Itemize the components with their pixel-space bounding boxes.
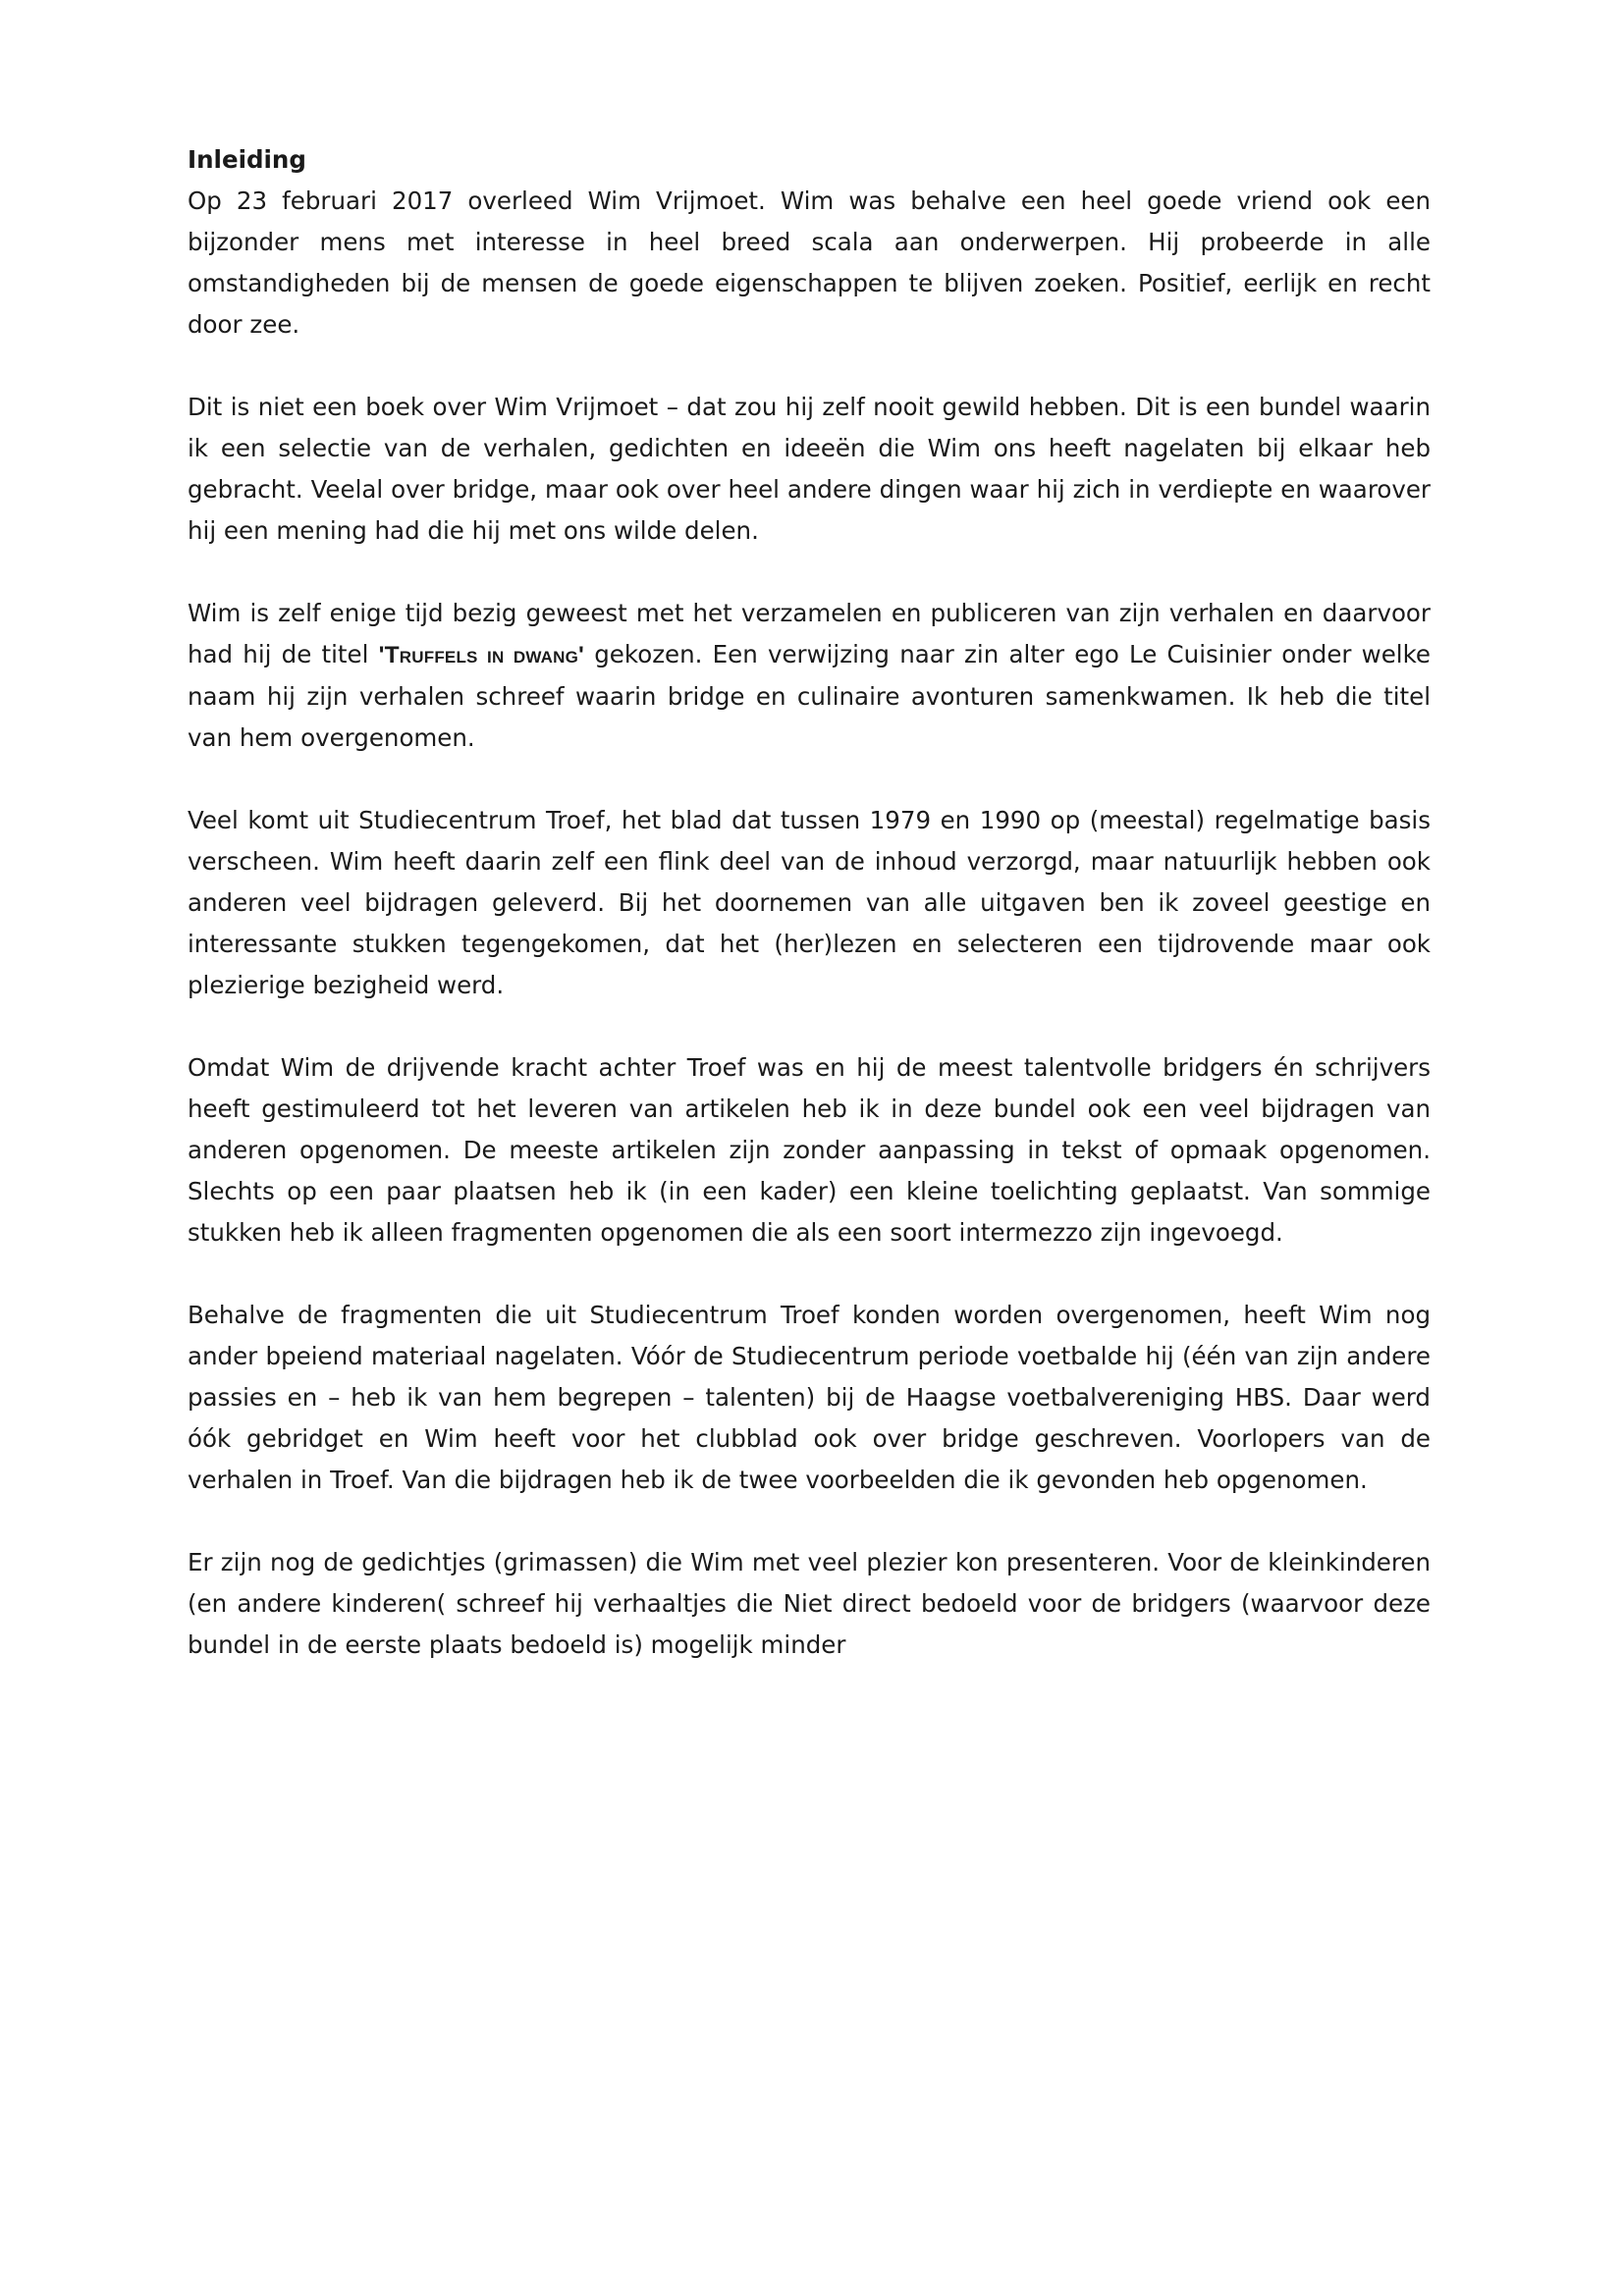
paragraph-3-text-before: Wim is zelf enige tijd bezig geweest met het verzamelen en publiceren van zijn verhalen en daarvoor had hij de titel	[188, 599, 1431, 668]
paragraph-3	[188, 593, 1431, 759]
book-title-truffels-in-dwang: 'Truffels in dwang'	[378, 642, 585, 668]
paragraph-3-text-after: gekozen. Een verwijzing naar zin alter ego Le Cuisinier onder welke naam hij zijn verhalen schreef waarin bridge en culinaire avonturen samenkwamen. Ik heb die titel van hem overgenomen.	[188, 640, 1431, 752]
paragraph-4: Veel komt uit Studiecentrum Troef, het blad dat tussen 1979 en 1990 op (meestal) regelmatige basis verscheen. Wim heeft daarin zelf een flink deel van de inhoud verzorgd, maar natuurlijk hebben ook anderen veel bijdragen geleverd. Bij het doornemen van alle uitgaven ben ik zoveel geestige en interessante stukken tegengekomen, dat het (her)lezen en selecteren een tijdrovende maar ook plezierige bezigheid werd.	[188, 806, 1431, 999]
paragraph-1: Op 23 februari 2017 overleed Wim Vrijmoet. Wim was behalve een heel goede vriend ook een bijzonder mens met interesse in heel breed scala aan onderwerpen. Hij probeerde in alle omstandigheden bij de mensen de goede eigenschappen te blijven zoeken. Positief, eerlijk en recht door zee.	[188, 187, 1431, 339]
paragraph-5: Omdat Wim de drijvende kracht achter Troef was en hij de meest talentvolle bridgers én schrijvers heeft gestimuleerd tot het leveren van artikelen heb ik in deze bundel ook een veel bijdragen van anderen opgenomen. De meeste artikelen zijn zonder aanpassing in tekst of opmaak opgenomen. Slechts op een paar plaatsen heb ik (in een kader) een kleine toelichting geplaatst. Van sommige stukken heb ik alleen fragmenten opgenomen die als een soort intermezzo zijn ingevoegd.	[188, 1053, 1431, 1247]
document-title: Inleiding	[188, 145, 306, 174]
paragraph-7: Er zijn nog de gedichtjes (grimassen) die Wim met veel plezier kon presenteren. Voor de kleinkinderen (en andere kinderen( schreef hij verhaaltjes die Niet direct bedoeld voor de bridgers (waarvoor deze bundel in de eerste plaats bedoeld is) mogelijk minder	[188, 1548, 1431, 1659]
paragraph-2: Dit is niet een boek over Wim Vrijmoet – dat zou hij zelf nooit gewild hebben. Dit is een bundel waarin ik een selectie van de verhalen, gedichten en ideeën die Wim ons heeft nagelaten bij elkaar heb gebracht. Veelal over bridge, maar ook over heel andere dingen waar hij zich in verdiepte en waarover hij een mening had die hij met ons wilde delen.	[188, 393, 1431, 545]
paragraph-6: Behalve de fragmenten die uit Studiecentrum Troef konden worden overgenomen, heeft Wim nog ander bpeiend materiaal nagelaten. Vóór de Studiecentrum periode voetbalde hij (één van zijn andere passies en – heb ik van hem begrepen – talenten) bij de Haagse voetbalvereniging HBS. Daar werd óók gebridget en Wim heeft voor het clubblad ook over bridge geschreven. Voorlopers van de verhalen in Troef. Van die bijdragen heb ik de twee voorbeelden die ik gevonden heb opgenomen.	[188, 1301, 1431, 1494]
document-page	[188, 139, 1431, 1666]
